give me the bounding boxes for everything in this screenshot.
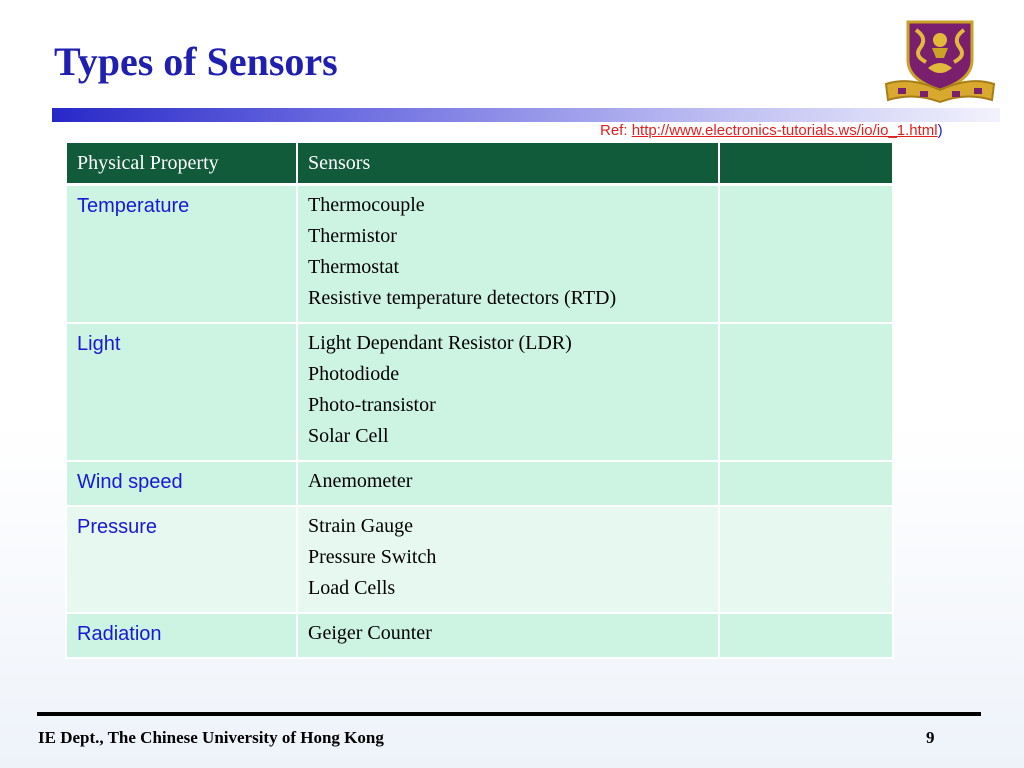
empty-cell [719,323,893,461]
property-cell: Temperature [66,185,297,324]
property-cell: Wind speed [66,461,297,506]
cuhk-crest-icon [880,18,1000,104]
sensor-item: Thermostat [308,256,400,278]
sensors-cell [297,461,719,506]
table-row [66,461,893,506]
header-sensors: Sensors [297,142,719,185]
table-row [66,506,893,613]
sensor-item: Light Dependant Resistor (LDR) [308,332,572,354]
reference-link[interactable]: http://www.electronics-tutorials.ws/io/io_1.html [631,122,938,139]
page-number: 9 [926,728,935,747]
table-header-row [66,142,893,185]
sensors-cell [297,613,719,658]
ref-prefix: Ref: [600,122,632,139]
sensor-item: Photo-transistor [308,394,436,416]
title-underline-bar [52,108,1000,122]
sensor-item: Thermistor [308,225,397,247]
property-cell: Radiation [66,613,297,658]
sensors-cell [297,323,719,461]
footer-department: IE Dept., The Chinese University of Hong Kong [38,728,384,747]
table-row [66,323,893,461]
sensor-item: Solar Cell [308,425,389,447]
sensor-item: Geiger Counter [308,622,432,644]
header-empty [719,142,893,185]
slide-title: Types of Sensors [54,39,338,84]
empty-cell [719,185,893,324]
sensor-item: Photodiode [308,363,400,385]
footer-divider [37,712,981,716]
sensor-item: Load Cells [308,577,396,599]
property-cell: Pressure [66,506,297,613]
empty-cell [719,461,893,506]
ref-suffix: ) [937,122,943,139]
sensors-cell [297,506,719,613]
reference-note [600,122,943,139]
sensor-item: Pressure Switch [308,546,437,568]
empty-cell [719,613,893,658]
sensor-item: Anemometer [308,470,413,492]
sensor-item: Thermocouple [308,194,425,216]
header-physical-property: Physical Property [66,142,297,185]
sensor-item: Resistive temperature detectors (RTD) [308,287,617,309]
sensors-cell [297,185,719,324]
empty-cell [719,506,893,613]
table-row [66,613,893,658]
property-cell: Light [66,323,297,461]
sensor-item: Strain Gauge [308,515,413,537]
table-row [66,185,893,324]
sensors-table [65,141,894,659]
